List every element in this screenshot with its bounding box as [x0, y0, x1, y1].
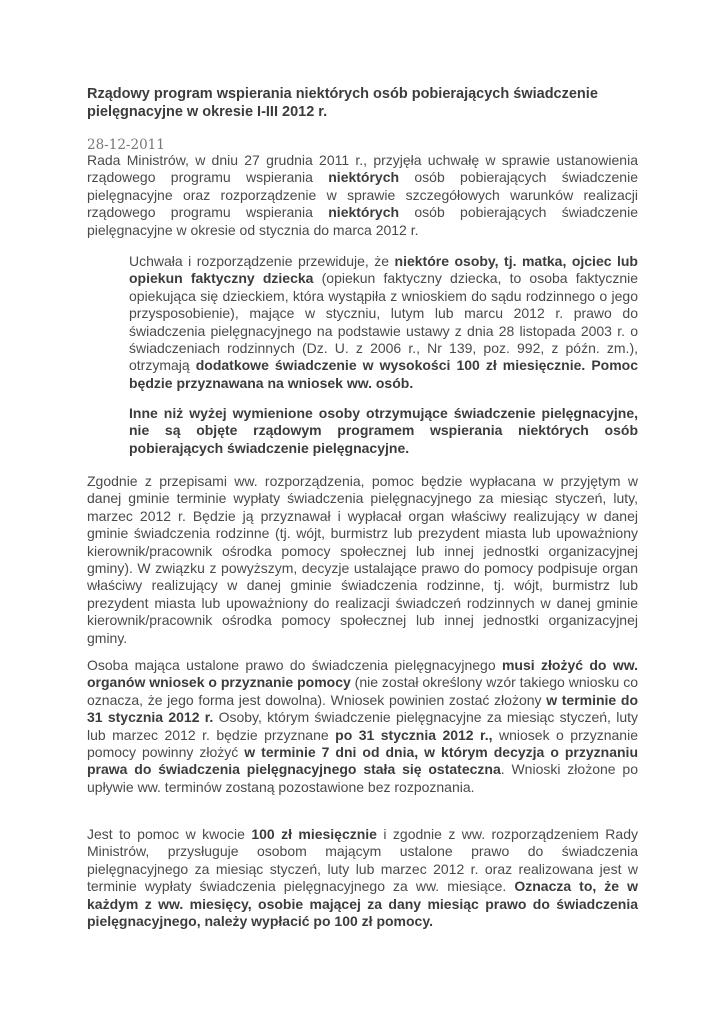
text-run: osób pobierających świadczenie pielęgnacyjne w okresie od stycznia do marca 2012 r.	[87, 204, 638, 238]
paragraph-intro	[87, 152, 638, 239]
paragraph-eligibility	[129, 253, 638, 392]
text-run: Uchwała i rozporządzenie przewiduje, że	[129, 253, 395, 269]
text-run: Osoby, którym świadczenie pielęgnacyjne za miesiąc styczeń, luty lub marzec 2012 r. będzie przyznane	[87, 709, 638, 743]
text-run: (nie został określony wzór takiego wniosku co oznacza, że jego forma jest dowolna). Wniosek powinien zostać złożony	[87, 674, 638, 708]
text-run: (opiekun faktyczny dziecka, to osoba faktycznie opiekująca się dzieckiem, która wystąpiła z wnioskiem do sądu rodzinnego o jego przysposobienie), mające w styczniu, lutym lub marcu 2012 r. prawo do świadczenia pielęgnacyjnego na podstawie ustawy z dnia 28 listopada 2003 r. o świadczeniach rodzinnych (Dz. U. z 2006 r., Nr 139, poz. 992, z późn. zm.), otrzymają	[129, 270, 639, 374]
paragraph-payment	[87, 473, 638, 647]
bold-run: niektórych	[328, 169, 400, 186]
bold-run: po 31 stycznia 2012 r.,	[335, 726, 493, 743]
paragraph-exclusion	[129, 405, 638, 457]
text-run: Jest to pomoc w kwocie	[87, 826, 252, 842]
bold-run: niektórych	[328, 204, 400, 221]
bold-run: Oznacza to, że w każdym z ww. miesięcy, osobie mającej za dany miesiąc prawo do świadczenia pielęgnacyjnego, należy wypłacić po 100 zł pomocy.	[87, 878, 638, 930]
bold-run: musi złożyć do ww. organów wniosek o przyznanie pomocy	[87, 657, 638, 691]
text-run: i zgodnie z ww. rozporządzeniem Rady Ministrów, przysługuje osobom mającym ustalone prawo do świadczenia pielęgnacyjnego za miesiąc styczeń, luty lub marzec 2012 r. oraz realizowana jest w terminie wypłaty świadczenia pielęgnacyjnego za ww. miesiące.	[87, 826, 638, 895]
bold-run: dodatkowe świadczenie w wysokości 100 zł miesięcznie. Pomoc będzie przyznawana na wniosek ww. osób.	[129, 357, 638, 391]
bold-run: w terminie 7 dni od dnia, w którym decyzja o przyznaniu prawa do świadczenia pielęgnacyjnego stała się ostateczna	[87, 744, 638, 778]
text-run: Rada Ministrów, w dniu 27 grudnia 2011 r., przyjęła uchwałę w sprawie ustanowienia rządowego programu wspierania	[87, 152, 638, 186]
bold-run: 100 zł miesięcznie	[251, 826, 377, 842]
bold-run: niektóre osoby, tj. matka, ojciec lub opiekun faktyczny dziecka	[129, 253, 638, 287]
text-run: osób pobierających świadczenie pielęgnacyjne oraz rozporządzenie w sprawie szczegółowych warunków realizacji rządowego programu wspierania	[87, 169, 638, 221]
article-title: Rządowy program wspierania niektórych osób pobierających świadczenie pielęgnacyjne w okresie I-III 2012 r.	[87, 86, 598, 120]
bold-run: Inne niż wyżej wymienione osoby otrzymujące świadczenie pielęgnacyjne, nie są objęte rządowym programem wspierania niektórych osób pobierających świadczenie pielęgnacyjne.	[129, 405, 638, 456]
text-run: . Wnioski złożone po upływie ww. terminów zostaną pozostawione bez rozpoznania.	[87, 761, 638, 795]
bold-run: w terminie do 31 stycznia 2012 r.	[87, 691, 638, 726]
text-run: Osoba mająca ustalone prawo do świadczenia pielęgnacyjnego	[87, 657, 502, 673]
text-run: wniosek o przyznanie pomocy powinny złożyć	[87, 726, 638, 761]
text-run: Zgodnie z przepisami ww. rozporządzenia, pomoc będzie wypłacana w przyjętym w danej gminie terminie wypłaty świadczenia pielęgnacyjnego za miesiąc styczeń, luty, marzec 2012 r. Będzie ją przyznawał i wypłacał organ właściwy realizujący w danej gminie świadczenia rodzinne (tj. wójt, burmistrz lub prezydent miasta lub upoważniony kierownik/pracownik ośrodka pomocy społecznej lub innej jednostki organizacyjnej gminy). W związku z powyższym, decyzje ustalające prawo do pomocy podpisuje organ właściwy realizujący w danej gminie świadczenia rodzinne, tj. wójt, burmistrz lub prezydent miasta lub upoważniony do realizacji świadczeń rodzinnych w danej gminie kierownik/pracownik ośrodka pomocy społecznej lub innej jednostki organizacyjnej gminy.	[87, 473, 638, 646]
article-date: 28-12-2011	[87, 137, 165, 153]
paragraph-amount	[87, 826, 638, 930]
paragraph-application	[87, 657, 638, 796]
